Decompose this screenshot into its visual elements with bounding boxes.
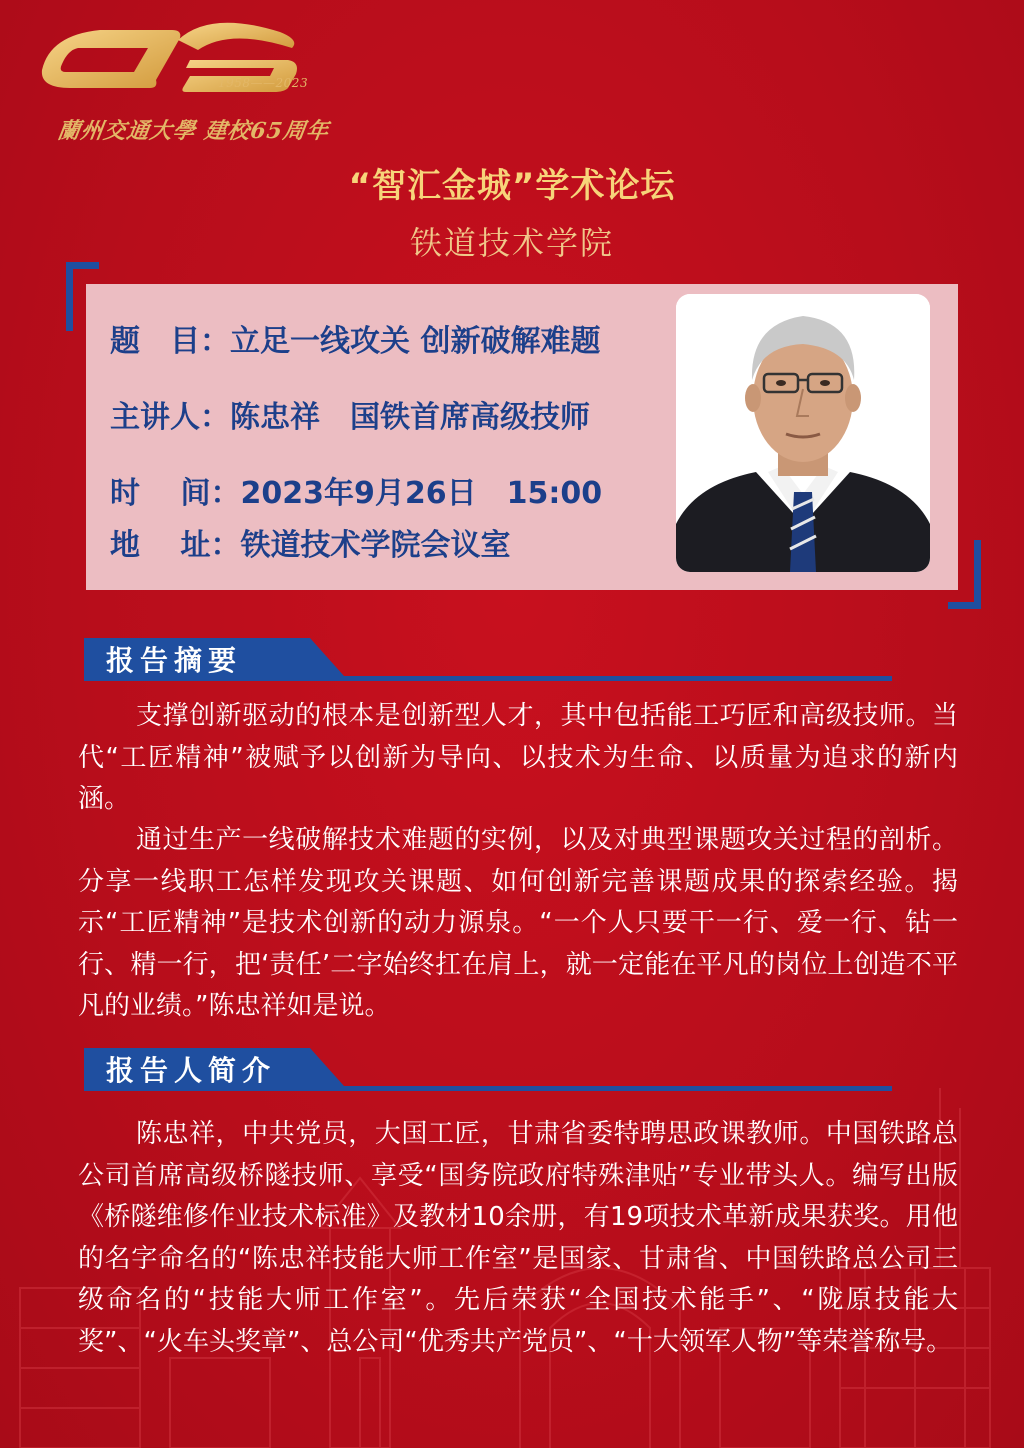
speaker-label: 主讲人： (110, 400, 230, 435)
place-line (110, 520, 510, 564)
bio-title: 报告人简介 (106, 1054, 277, 1087)
place-value: 铁道技术学院会议室 (240, 528, 511, 563)
abstract-title: 报告摘要 (106, 644, 243, 677)
lecture-info-box (86, 284, 958, 590)
time-label: 时 间： (110, 476, 241, 511)
speaker-portrait (676, 294, 930, 572)
speaker-line (110, 392, 590, 436)
speaker-value: 陈忠祥 国铁首席高级技师 (230, 400, 590, 435)
bio-section-header (84, 1048, 892, 1094)
bio-paragraph: 陈忠祥，中共党员，大国工匠，甘肃省委特聘思政课教师。中国铁路总公司首席高级桥隧技师、享受“国务院政府特殊津贴”专业带头人。编写出版《桥隧维修作业技术标准》及教材10余册，有19项技术革新成果获奖。用他的名字命名的“陈忠祥技能大师工作室”是国家、甘肃省、中国铁路总公司三级命名的“技能大师工作室”。先后荣获“全国技术能手”、“陇原技能大奖”、“火车头奖章”、总公司“优秀共产党员”、“十大领军人物”等荣誉称号。 (78, 1119, 958, 1357)
anniversary-logo (30, 10, 331, 150)
abstract-section-header (84, 638, 892, 684)
place-label: 地 址： (110, 528, 241, 563)
topic-line (110, 316, 600, 360)
topic-label: 题 目： (110, 324, 230, 359)
logo-years: 1958——2023 (218, 76, 309, 90)
time-line (110, 468, 602, 512)
forum-title: “智汇金城”学术论坛 (348, 166, 676, 206)
abstract-paragraph-2: 通过生产一线破解技术难题的实例，以及对典型课题攻关过程的剖析。分享一线职工怎样发现攻关课题、如何创新完善课题成果的探索经验。揭示“工匠精神”是技术创新的动力源泉。“一个人只要干一行、爱一行、钻一行、精一行，把‘责任’二字始终扛在肩上，就一定能在平凡的岗位上创造不平凡的业绩。”陈忠祥如是说。 (78, 825, 958, 1021)
logo-text: 蘭州交通大學 建校65周年 (55, 118, 331, 144)
topic-value: 立足一线攻关 创新破解难题 (230, 324, 601, 359)
college-name: 铁道技术学院 (409, 224, 614, 262)
corner-bracket-bottom-right (948, 540, 981, 609)
time-value: 2023年9月26日 15:00 (240, 476, 603, 511)
abstract-paragraph-1: 支撑创新驱动的根本是创新型人才，其中包括能工巧匠和高级技师。当代“工匠精神”被赋予以创新为导向、以技术为生命、以质量为追求的新内涵。 (78, 701, 958, 814)
logo-65-emblem (30, 10, 320, 110)
